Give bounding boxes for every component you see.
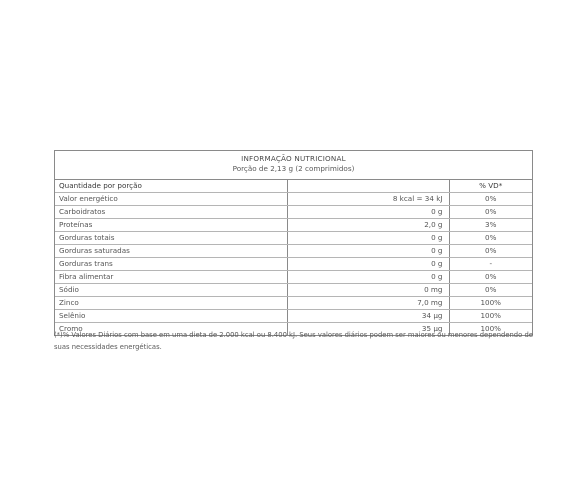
- nutrient-amount: 0 g: [287, 271, 449, 284]
- nutrient-name: Gorduras totais: [55, 232, 287, 245]
- nutrient-amount: 0 g: [287, 232, 449, 245]
- nutrient-daily-value: 100%: [449, 310, 532, 323]
- nutrient-name: Gorduras saturadas: [55, 245, 287, 258]
- table-row: [55, 284, 532, 297]
- nutrition-facts-panel: [54, 150, 533, 336]
- nutrient-amount: 0 g: [287, 206, 449, 219]
- nutrient-name: Carboidratos: [55, 206, 287, 219]
- nutrient-daily-value: 3%: [449, 219, 532, 232]
- table-row: [55, 297, 532, 310]
- nutrition-table: [55, 180, 532, 335]
- nutrient-amount: 0 g: [287, 245, 449, 258]
- nutrition-rows: [55, 193, 532, 336]
- nutrient-name: Cromo: [59, 324, 83, 333]
- nutrient-daily-value: 0%: [449, 245, 532, 258]
- nutrient-name: Zinco: [55, 297, 287, 310]
- nutrient-name: Gorduras trans: [55, 258, 287, 271]
- nutrient-daily-value: 0%: [449, 271, 532, 284]
- nutrient-daily-value: 0%: [449, 232, 532, 245]
- nutrient-daily-value: 100%: [449, 323, 532, 336]
- nutrition-header: [55, 151, 532, 180]
- nutrient-amount: 35 µg: [287, 323, 449, 336]
- nutrient-daily-value: 0%: [449, 206, 532, 219]
- nutrient-name: Fibra alimentar: [55, 271, 287, 284]
- nutrient-amount: 0 g: [287, 258, 449, 271]
- nutrient-daily-value: -: [449, 258, 532, 271]
- table-row: [55, 232, 532, 245]
- footnote: (*)% Valores Diários com base em uma dieta de 2.000 kcal ou 8.400 kJ. Seus valores diários podem ser maiores ou menores dependendo de suas necessidades energéticas.: [54, 331, 533, 351]
- table-row: [55, 193, 532, 206]
- table-row: [55, 219, 532, 232]
- nutrient-daily-value: 100%: [449, 297, 532, 310]
- column-header-name: Quantidade por porção: [55, 180, 287, 193]
- nutrient-daily-value: 0%: [449, 193, 532, 206]
- nutrient-name: Sódio: [55, 284, 287, 297]
- nutrient-name: Proteínas: [55, 219, 287, 232]
- nutrient-amount: 0 mg: [287, 284, 449, 297]
- column-header-vd: % VD*: [449, 180, 532, 193]
- table-row: [55, 310, 532, 323]
- column-header-amount: [287, 180, 449, 193]
- nutrient-name: Selênio: [55, 310, 287, 323]
- nutrient-amount: 2,0 g: [287, 219, 449, 232]
- nutrient-amount: 34 µg: [287, 310, 449, 323]
- nutrient-name: Valor energético: [55, 193, 287, 206]
- nutrient-amount: 8 kcal = 34 kJ: [287, 193, 449, 206]
- table-row: [55, 258, 532, 271]
- table-row: [55, 206, 532, 219]
- table-row: [55, 271, 532, 284]
- nutrient-amount: 7,0 mg: [287, 297, 449, 310]
- table-header-row: [55, 180, 532, 193]
- nutrient-daily-value: 0%: [449, 284, 532, 297]
- serving-size: Porção de 2,13 g (2 comprimidos): [232, 164, 355, 173]
- nutrition-title: INFORMAÇÃO NUTRICIONAL: [241, 154, 346, 163]
- table-row: [55, 245, 532, 258]
